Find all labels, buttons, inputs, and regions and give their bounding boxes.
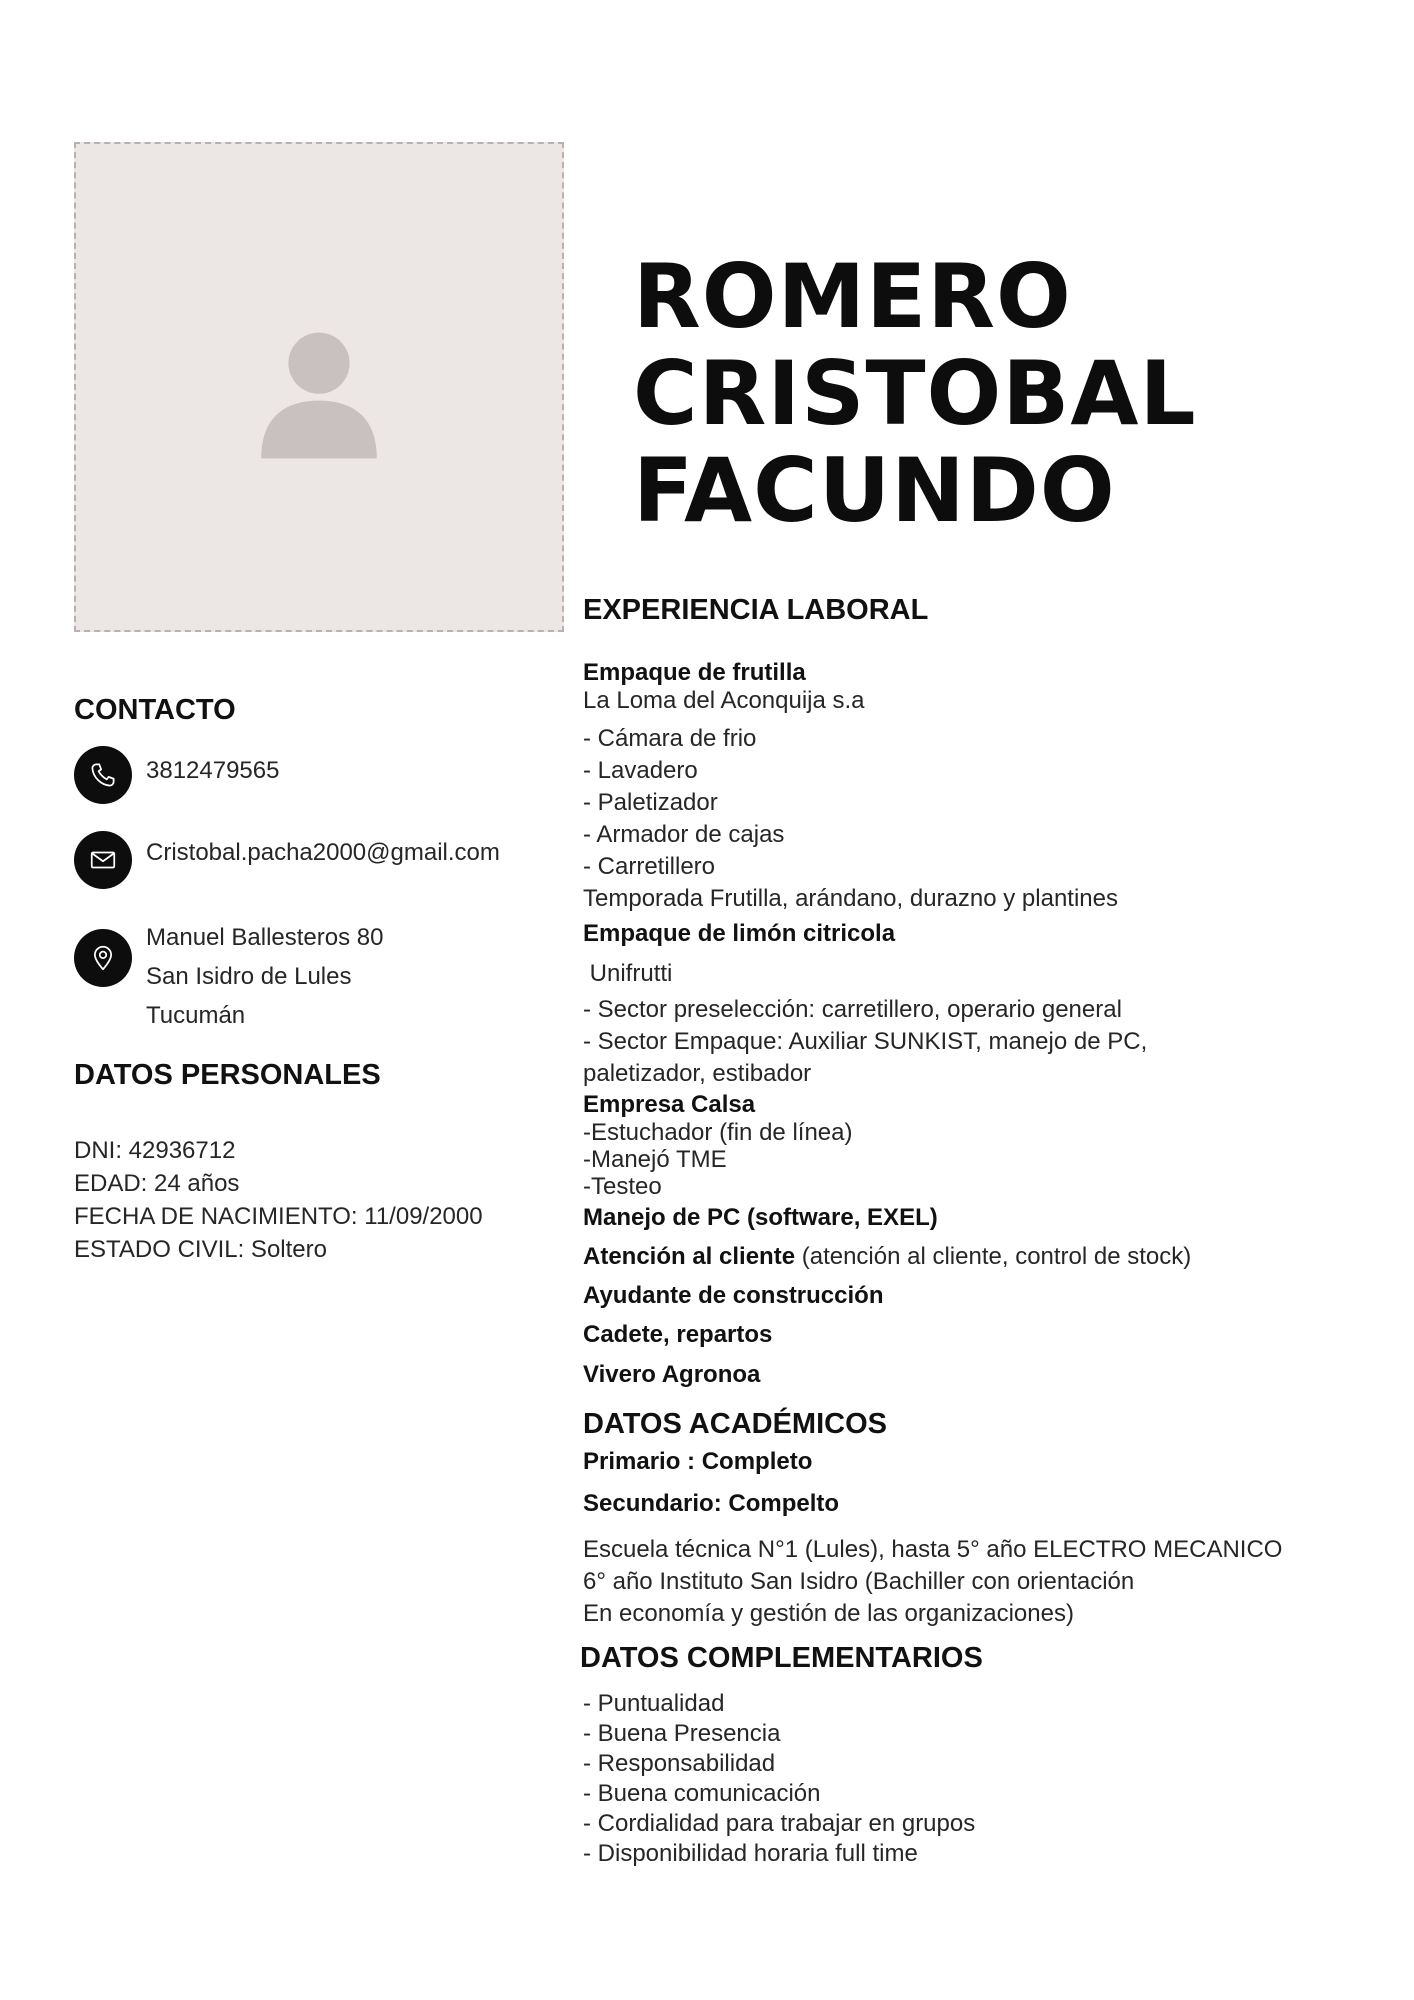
address-town: San Isidro de Lules: [146, 963, 352, 990]
job-title-atencion: Atención al cliente: [583, 1243, 796, 1270]
name-line-2: CRISTOBAL: [633, 342, 1197, 445]
location-pin-icon: [74, 929, 132, 987]
experience-title: EXPERIENCIA LABORAL: [583, 594, 929, 626]
job-title-calsa: Empresa Calsa: [583, 1091, 756, 1118]
birth-date: FECHA DE NACIMIENTO: 11/09/2000: [74, 1203, 483, 1230]
job-tasks-limon: [583, 994, 1147, 1090]
contact-title: CONTACTO: [74, 694, 236, 726]
personal-data-title: DATOS PERSONALES: [74, 1059, 381, 1091]
list-item: - Sector preselección: carretillero, operario general: [583, 996, 1122, 1023]
list-item: - Armador de cajas: [583, 821, 785, 848]
email-address: Cristobal.pacha2000@gmail.com: [146, 839, 500, 866]
list-item: - Buena comunicación: [583, 1780, 821, 1807]
job-title-vivero: Vivero Agronoa: [583, 1361, 761, 1388]
person-silhouette-icon: [234, 302, 404, 472]
complementary-title: DATOS COMPLEMENTARIOS: [580, 1642, 983, 1674]
profile-photo-placeholder: [74, 142, 564, 632]
list-item: paletizador, estibador: [583, 1060, 812, 1087]
job-title-frutilla: Empaque de frutilla: [583, 659, 806, 686]
list-item: - Responsabilidad: [583, 1750, 776, 1777]
list-item: - Buena Presencia: [583, 1720, 781, 1747]
list-item: -Estuchador (fin de línea): [583, 1119, 853, 1146]
name-line-1: ROMERO: [633, 245, 1072, 348]
job-note-frutilla: Temporada Frutilla, arándano, durazno y plantines: [583, 885, 1118, 912]
job-tasks-calsa: [583, 1119, 852, 1200]
personal-data-list: [74, 1134, 483, 1266]
civil-status: ESTADO CIVIL: Soltero: [74, 1236, 327, 1263]
list-item: - Disponibilidad horaria full time: [583, 1840, 918, 1867]
academic-secondary: Secundario: Compelto: [583, 1490, 840, 1517]
list-item: -Manejó TME: [583, 1146, 727, 1173]
academic-primary: Primario : Completo: [583, 1448, 813, 1475]
complementary-list: [583, 1689, 975, 1869]
dni: DNI: 42936712: [74, 1137, 236, 1164]
address-province: Tucumán: [146, 1002, 246, 1029]
address-street: Manuel Ballesteros 80: [146, 924, 384, 951]
age: EDAD: 24 años: [74, 1170, 240, 1197]
job-title-cadete: Cadete, repartos: [583, 1321, 773, 1348]
job-company-frutilla: La Loma del Aconquija s.a: [583, 687, 865, 714]
list-item: - Puntualidad: [583, 1690, 725, 1717]
list-item: -Testeo: [583, 1173, 662, 1200]
phone-icon: [74, 746, 132, 804]
list-item: - Sector Empaque: Auxiliar SUNKIST, manejo de PC,: [583, 1028, 1148, 1055]
job-atencion: [583, 1243, 1191, 1271]
list-item: 6° año Instituto San Isidro (Bachiller con orientación: [583, 1568, 1135, 1595]
list-item: - Cordialidad para trabajar en grupos: [583, 1810, 976, 1837]
name-line-3: FACUNDO: [633, 439, 1116, 542]
job-company-limon: Unifrutti: [583, 960, 673, 987]
job-title-limon: Empaque de limón citricola: [583, 920, 896, 947]
full-name: [633, 245, 1393, 542]
address: [146, 918, 383, 1035]
list-item: - Carretillero: [583, 853, 716, 880]
list-item: - Cámara de frio: [583, 725, 757, 752]
list-item: - Paletizador: [583, 789, 718, 816]
list-item: En economía y gestión de las organizaciones): [583, 1600, 1074, 1627]
phone-number: 3812479565: [146, 757, 280, 784]
job-title-construccion: Ayudante de construcción: [583, 1282, 884, 1309]
list-item: - Lavadero: [583, 757, 698, 784]
list-item: Escuela técnica N°1 (Lules), hasta 5° año ELECTRO MECANICO: [583, 1536, 1283, 1563]
job-title-pc: Manejo de PC (software, EXEL): [583, 1204, 938, 1231]
job-tasks-frutilla: [583, 723, 1118, 915]
academic-details: [583, 1534, 1282, 1630]
job-detail-atencion: (atención al cliente, control de stock): [795, 1243, 1192, 1270]
academic-title: DATOS ACADÉMICOS: [583, 1408, 887, 1440]
mail-icon: [74, 831, 132, 889]
